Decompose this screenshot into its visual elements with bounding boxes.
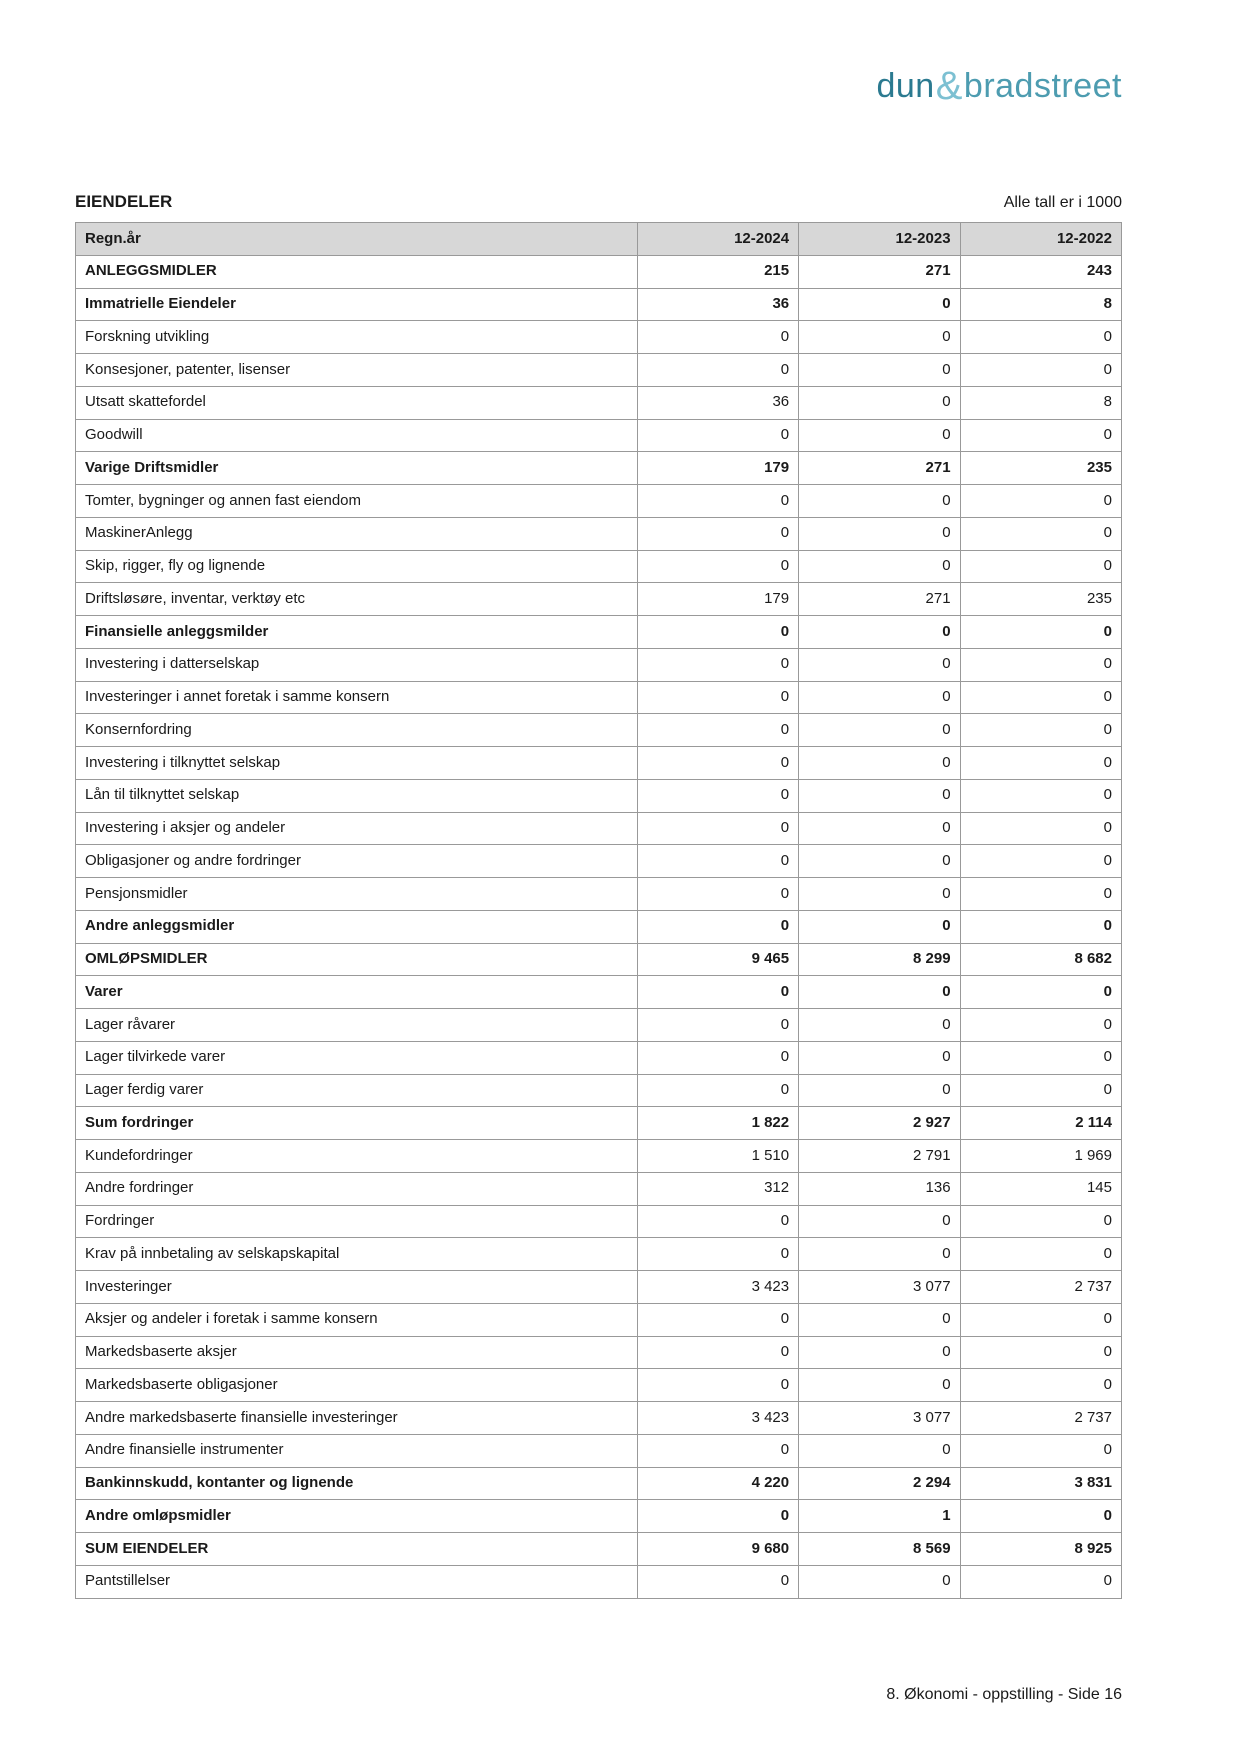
table-row bbox=[76, 1172, 1122, 1205]
row-label: OMLØPSMIDLER bbox=[76, 943, 638, 976]
row-label: Driftsløsøre, inventar, verktøy etc bbox=[76, 583, 638, 616]
table-row bbox=[76, 452, 1122, 485]
table-row bbox=[76, 812, 1122, 845]
cell-value: 0 bbox=[799, 1369, 960, 1402]
cell-value: 0 bbox=[960, 747, 1121, 780]
table-row bbox=[76, 321, 1122, 354]
cell-value: 0 bbox=[960, 1303, 1121, 1336]
assets-table bbox=[75, 222, 1122, 1599]
table-row bbox=[76, 550, 1122, 583]
cell-value: 271 bbox=[799, 583, 960, 616]
cell-value: 0 bbox=[637, 1500, 798, 1533]
cell-value: 0 bbox=[637, 550, 798, 583]
cell-value: 9 465 bbox=[637, 943, 798, 976]
cell-value: 0 bbox=[799, 648, 960, 681]
table-body bbox=[76, 255, 1122, 1598]
cell-value: 0 bbox=[960, 321, 1121, 354]
cell-value: 0 bbox=[799, 681, 960, 714]
col-header-12-2023: 12-2023 bbox=[799, 223, 960, 256]
table-row bbox=[76, 910, 1122, 943]
cell-value: 0 bbox=[637, 1238, 798, 1271]
cell-value: 0 bbox=[637, 1565, 798, 1598]
table-row bbox=[76, 1336, 1122, 1369]
table-row bbox=[76, 1009, 1122, 1042]
row-label: Utsatt skattefordel bbox=[76, 386, 638, 419]
table-header-row bbox=[76, 223, 1122, 256]
cell-value: 0 bbox=[637, 910, 798, 943]
row-label: Konsesjoner, patenter, lisenser bbox=[76, 354, 638, 387]
row-label: Sum fordringer bbox=[76, 1107, 638, 1140]
cell-value: 0 bbox=[960, 1500, 1121, 1533]
cell-value: 8 569 bbox=[799, 1533, 960, 1566]
cell-value: 0 bbox=[799, 1205, 960, 1238]
cell-value: 1 822 bbox=[637, 1107, 798, 1140]
cell-value: 0 bbox=[799, 550, 960, 583]
cell-value: 0 bbox=[799, 1009, 960, 1042]
row-label: ANLEGGSMIDLER bbox=[76, 255, 638, 288]
cell-value: 0 bbox=[637, 1434, 798, 1467]
cell-value: 271 bbox=[799, 452, 960, 485]
table-row bbox=[76, 681, 1122, 714]
logo-text-dun: dun bbox=[876, 67, 935, 105]
cell-value: 0 bbox=[799, 1238, 960, 1271]
cell-value: 0 bbox=[637, 616, 798, 649]
cell-value: 0 bbox=[637, 747, 798, 780]
cell-value: 0 bbox=[960, 1041, 1121, 1074]
cell-value: 0 bbox=[960, 910, 1121, 943]
row-label: Pantstillelser bbox=[76, 1565, 638, 1598]
dun-and-bradstreet-logo bbox=[876, 64, 1122, 109]
cell-value: 0 bbox=[960, 714, 1121, 747]
cell-value: 0 bbox=[637, 714, 798, 747]
cell-value: 0 bbox=[637, 419, 798, 452]
cell-value: 0 bbox=[637, 354, 798, 387]
cell-value: 8 299 bbox=[799, 943, 960, 976]
col-header-regnar: Regn.år bbox=[76, 223, 638, 256]
section-title: EIENDELER bbox=[75, 192, 173, 211]
row-label: Investering i datterselskap bbox=[76, 648, 638, 681]
cell-value: 3 423 bbox=[637, 1402, 798, 1435]
cell-value: 0 bbox=[960, 1565, 1121, 1598]
cell-value: 2 737 bbox=[960, 1271, 1121, 1304]
cell-value: 235 bbox=[960, 452, 1121, 485]
row-label: Bankinnskudd, kontanter og lignende bbox=[76, 1467, 638, 1500]
row-label: Pensjonsmidler bbox=[76, 878, 638, 911]
table-row bbox=[76, 288, 1122, 321]
cell-value: 235 bbox=[960, 583, 1121, 616]
table-row bbox=[76, 1074, 1122, 1107]
cell-value: 0 bbox=[960, 1074, 1121, 1107]
cell-value: 0 bbox=[960, 976, 1121, 1009]
cell-value: 0 bbox=[960, 1434, 1121, 1467]
cell-value: 0 bbox=[799, 1434, 960, 1467]
row-label: Obligasjoner og andre fordringer bbox=[76, 845, 638, 878]
cell-value: 179 bbox=[637, 452, 798, 485]
cell-value: 0 bbox=[637, 1369, 798, 1402]
cell-value: 0 bbox=[799, 976, 960, 1009]
table-row bbox=[76, 976, 1122, 1009]
cell-value: 0 bbox=[637, 878, 798, 911]
cell-value: 2 927 bbox=[799, 1107, 960, 1140]
cell-value: 0 bbox=[960, 681, 1121, 714]
cell-value: 0 bbox=[799, 747, 960, 780]
cell-value: 8 bbox=[960, 386, 1121, 419]
table-row bbox=[76, 1369, 1122, 1402]
cell-value: 0 bbox=[799, 779, 960, 812]
row-label: Investering i aksjer og andeler bbox=[76, 812, 638, 845]
row-label: Lager tilvirkede varer bbox=[76, 1041, 638, 1074]
table-row bbox=[76, 616, 1122, 649]
cell-value: 271 bbox=[799, 255, 960, 288]
row-label: Tomter, bygninger og annen fast eiendom bbox=[76, 485, 638, 518]
table-row bbox=[76, 1140, 1122, 1173]
cell-value: 0 bbox=[637, 681, 798, 714]
table-row bbox=[76, 386, 1122, 419]
table-row bbox=[76, 485, 1122, 518]
cell-value: 2 791 bbox=[799, 1140, 960, 1173]
row-label: Andre finansielle instrumenter bbox=[76, 1434, 638, 1467]
logo-text-bradstreet: bradstreet bbox=[963, 67, 1122, 105]
cell-value: 179 bbox=[637, 583, 798, 616]
cell-value: 0 bbox=[637, 648, 798, 681]
cell-value: 0 bbox=[960, 616, 1121, 649]
cell-value: 0 bbox=[637, 1336, 798, 1369]
ampersand-icon: & bbox=[935, 64, 963, 108]
cell-value: 0 bbox=[960, 878, 1121, 911]
table-row bbox=[76, 1303, 1122, 1336]
cell-value: 3 077 bbox=[799, 1271, 960, 1304]
table-row bbox=[76, 1500, 1122, 1533]
cell-value: 1 510 bbox=[637, 1140, 798, 1173]
cell-value: 3 077 bbox=[799, 1402, 960, 1435]
cell-value: 0 bbox=[960, 1009, 1121, 1042]
cell-value: 215 bbox=[637, 255, 798, 288]
cell-value: 0 bbox=[799, 517, 960, 550]
table-row bbox=[76, 419, 1122, 452]
table-row bbox=[76, 878, 1122, 911]
cell-value: 0 bbox=[799, 878, 960, 911]
cell-value: 0 bbox=[960, 419, 1121, 452]
table-row bbox=[76, 1238, 1122, 1271]
cell-value: 0 bbox=[637, 517, 798, 550]
cell-value: 0 bbox=[637, 976, 798, 1009]
cell-value: 0 bbox=[960, 648, 1121, 681]
cell-value: 2 114 bbox=[960, 1107, 1121, 1140]
col-header-12-2024: 12-2024 bbox=[637, 223, 798, 256]
table-row bbox=[76, 1402, 1122, 1435]
table-row bbox=[76, 747, 1122, 780]
row-label: MaskinerAnlegg bbox=[76, 517, 638, 550]
cell-value: 0 bbox=[799, 812, 960, 845]
table-row bbox=[76, 1041, 1122, 1074]
cell-value: 3 423 bbox=[637, 1271, 798, 1304]
row-label: Andre fordringer bbox=[76, 1172, 638, 1205]
cell-value: 0 bbox=[799, 910, 960, 943]
row-label: Fordringer bbox=[76, 1205, 638, 1238]
row-label: Krav på innbetaling av selskapskapital bbox=[76, 1238, 638, 1271]
table-row bbox=[76, 648, 1122, 681]
cell-value: 0 bbox=[799, 714, 960, 747]
cell-value: 243 bbox=[960, 255, 1121, 288]
cell-value: 312 bbox=[637, 1172, 798, 1205]
table-row bbox=[76, 583, 1122, 616]
cell-value: 0 bbox=[799, 321, 960, 354]
table-row bbox=[76, 1271, 1122, 1304]
row-label: Forskning utvikling bbox=[76, 321, 638, 354]
row-label: Goodwill bbox=[76, 419, 638, 452]
cell-value: 0 bbox=[799, 1041, 960, 1074]
cell-value: 0 bbox=[799, 1074, 960, 1107]
cell-value: 3 831 bbox=[960, 1467, 1121, 1500]
cell-value: 0 bbox=[637, 779, 798, 812]
cell-value: 8 bbox=[960, 288, 1121, 321]
cell-value: 0 bbox=[960, 517, 1121, 550]
cell-value: 1 969 bbox=[960, 1140, 1121, 1173]
table-row bbox=[76, 943, 1122, 976]
cell-value: 0 bbox=[960, 485, 1121, 518]
cell-value: 0 bbox=[960, 354, 1121, 387]
cell-value: 8 682 bbox=[960, 943, 1121, 976]
cell-value: 4 220 bbox=[637, 1467, 798, 1500]
row-label: Varige Driftsmidler bbox=[76, 452, 638, 485]
cell-value: 0 bbox=[637, 1041, 798, 1074]
table-row bbox=[76, 1434, 1122, 1467]
table-row bbox=[76, 1205, 1122, 1238]
cell-value: 0 bbox=[960, 1238, 1121, 1271]
table-row bbox=[76, 1467, 1122, 1500]
row-label: Investeringer i annet foretak i samme konsern bbox=[76, 681, 638, 714]
cell-value: 0 bbox=[960, 845, 1121, 878]
table-caption-row bbox=[75, 192, 1122, 212]
cell-value: 0 bbox=[960, 1336, 1121, 1369]
cell-value: 0 bbox=[637, 812, 798, 845]
cell-value: 145 bbox=[960, 1172, 1121, 1205]
cell-value: 0 bbox=[960, 550, 1121, 583]
table-row bbox=[76, 1565, 1122, 1598]
row-label: Lager ferdig varer bbox=[76, 1074, 638, 1107]
cell-value: 0 bbox=[637, 1009, 798, 1042]
table-row bbox=[76, 714, 1122, 747]
cell-value: 0 bbox=[637, 1303, 798, 1336]
row-label: Immatrielle Eiendeler bbox=[76, 288, 638, 321]
cell-value: 0 bbox=[799, 419, 960, 452]
row-label: Investeringer bbox=[76, 1271, 638, 1304]
table-row bbox=[76, 1107, 1122, 1140]
cell-value: 0 bbox=[637, 485, 798, 518]
row-label: Lån til tilknyttet selskap bbox=[76, 779, 638, 812]
table-row bbox=[76, 845, 1122, 878]
row-label: Lager råvarer bbox=[76, 1009, 638, 1042]
cell-value: 8 925 bbox=[960, 1533, 1121, 1566]
table-row bbox=[76, 354, 1122, 387]
cell-value: 0 bbox=[637, 321, 798, 354]
page-footer: 8. Økonomi - oppstilling - Side 16 bbox=[886, 1686, 1122, 1703]
cell-value: 2 737 bbox=[960, 1402, 1121, 1435]
row-label: Skip, rigger, fly og lignende bbox=[76, 550, 638, 583]
row-label: Markedsbaserte obligasjoner bbox=[76, 1369, 638, 1402]
cell-value: 36 bbox=[637, 288, 798, 321]
cell-value: 1 bbox=[799, 1500, 960, 1533]
cell-value: 36 bbox=[637, 386, 798, 419]
row-label: Andre markedsbaserte finansielle investeringer bbox=[76, 1402, 638, 1435]
table-row bbox=[76, 779, 1122, 812]
cell-value: 0 bbox=[799, 845, 960, 878]
units-note: Alle tall er i 1000 bbox=[1003, 194, 1122, 211]
cell-value: 0 bbox=[637, 1074, 798, 1107]
cell-value: 0 bbox=[637, 845, 798, 878]
row-label: Markedsbaserte aksjer bbox=[76, 1336, 638, 1369]
cell-value: 0 bbox=[799, 354, 960, 387]
cell-value: 0 bbox=[960, 1369, 1121, 1402]
cell-value: 9 680 bbox=[637, 1533, 798, 1566]
cell-value: 0 bbox=[799, 386, 960, 419]
table-row bbox=[76, 255, 1122, 288]
cell-value: 0 bbox=[960, 779, 1121, 812]
row-label: Finansielle anleggsmilder bbox=[76, 616, 638, 649]
cell-value: 0 bbox=[799, 1336, 960, 1369]
cell-value: 2 294 bbox=[799, 1467, 960, 1500]
cell-value: 0 bbox=[799, 288, 960, 321]
cell-value: 0 bbox=[960, 812, 1121, 845]
cell-value: 0 bbox=[799, 1303, 960, 1336]
table-row bbox=[76, 517, 1122, 550]
row-label: Konsernfordring bbox=[76, 714, 638, 747]
cell-value: 0 bbox=[799, 616, 960, 649]
row-label: Varer bbox=[76, 976, 638, 1009]
row-label: Andre omløpsmidler bbox=[76, 1500, 638, 1533]
row-label: Aksjer og andeler i foretak i samme konsern bbox=[76, 1303, 638, 1336]
cell-value: 0 bbox=[799, 485, 960, 518]
row-label: Andre anleggsmidler bbox=[76, 910, 638, 943]
row-label: Investering i tilknyttet selskap bbox=[76, 747, 638, 780]
report-content bbox=[75, 192, 1122, 1599]
row-label: SUM EIENDELER bbox=[76, 1533, 638, 1566]
cell-value: 0 bbox=[637, 1205, 798, 1238]
table-row bbox=[76, 1533, 1122, 1566]
cell-value: 0 bbox=[960, 1205, 1121, 1238]
row-label: Kundefordringer bbox=[76, 1140, 638, 1173]
cell-value: 0 bbox=[799, 1565, 960, 1598]
cell-value: 136 bbox=[799, 1172, 960, 1205]
col-header-12-2022: 12-2022 bbox=[960, 223, 1121, 256]
